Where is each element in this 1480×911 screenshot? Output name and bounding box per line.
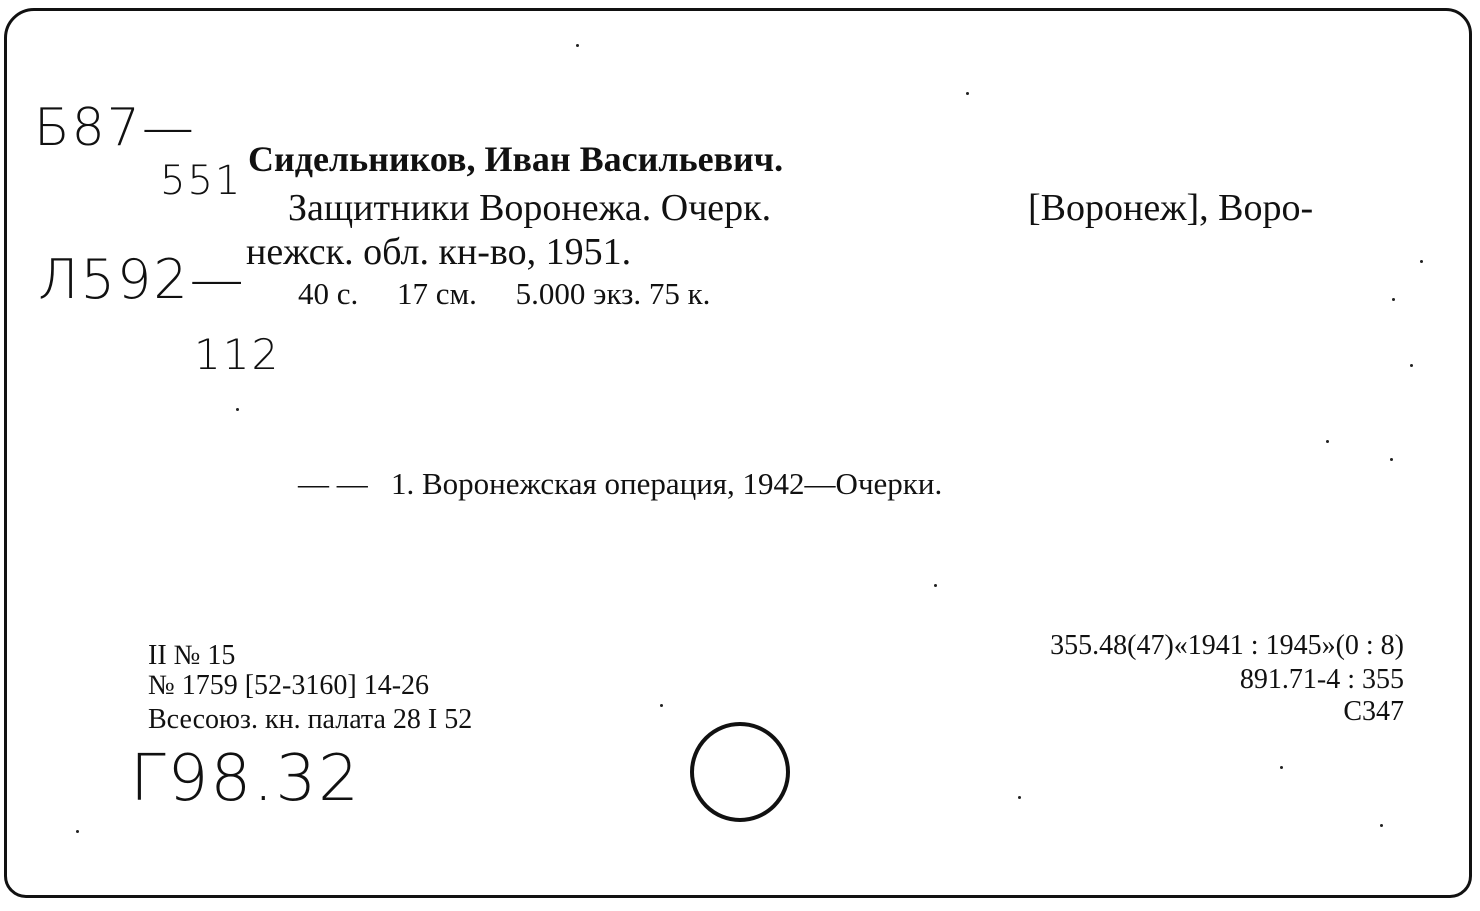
footer-left-line-2: № 1759 [52-3160] 14-26 bbox=[148, 670, 430, 701]
scan-speck bbox=[1410, 364, 1413, 367]
scan-speck bbox=[934, 584, 937, 587]
scan-speck bbox=[1280, 766, 1283, 769]
footer-left-line-3: Всесоюз. кн. палата 28 I 52 bbox=[148, 704, 473, 735]
physical-description: 40 с. 17 см. 5.000 экз. 75 к. bbox=[298, 276, 711, 311]
subject-heading: — — 1. Воронежская операция, 1942—Очерки. bbox=[298, 466, 943, 501]
title-line-2: нежск. обл. кн-во, 1951. bbox=[246, 231, 632, 273]
title-line-1-place: [Воронеж], Воро- bbox=[1028, 187, 1314, 229]
author-heading: Сидельников, Иван Васильевич. bbox=[248, 139, 784, 179]
scan-speck bbox=[1390, 458, 1393, 461]
scan-speck bbox=[1392, 298, 1395, 301]
scan-speck bbox=[1420, 260, 1423, 263]
footer-right-line-2: 891.71-4 : 355 bbox=[1239, 664, 1404, 695]
scan-speck bbox=[660, 704, 663, 707]
shelfmark-3: Г98.32 bbox=[130, 742, 361, 816]
shelfmark-2-bottom: 112 bbox=[194, 330, 281, 379]
shelfmark-1-bottom: 551 bbox=[160, 158, 243, 204]
scan-speck bbox=[1326, 440, 1329, 443]
scan-speck bbox=[76, 830, 79, 833]
scan-speck bbox=[576, 44, 579, 47]
footer-right-line-1: 355.48(47)«1941 : 1945»(0 : 8) bbox=[1050, 630, 1404, 661]
scan-speck bbox=[966, 92, 969, 95]
footer-right-line-3: С347 bbox=[1343, 696, 1404, 727]
shelfmark-1-top: Б87— bbox=[34, 98, 196, 158]
scan-speck bbox=[1380, 824, 1383, 827]
title-line-1: Защитники Воронежа. Очерк. bbox=[288, 187, 772, 229]
scan-speck bbox=[1018, 796, 1021, 799]
footer-left-line-1: II № 15 bbox=[148, 640, 236, 671]
scan-speck bbox=[236, 408, 239, 411]
punch-hole bbox=[690, 722, 790, 822]
shelfmark-2-top: Л592— bbox=[38, 248, 246, 311]
